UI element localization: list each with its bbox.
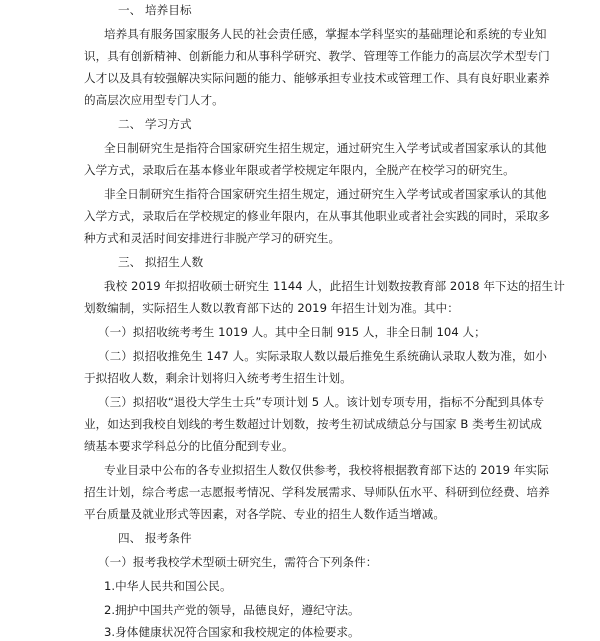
paragraph-line: 招生计划，综合考虑一志愿报考情况、学科发展需求、导师队伍水平、科研到位经费、培养: [84, 485, 550, 499]
list-item-line: （一）拟招收统考考生 1019 人。其中全日制 915 人，非全日制 104 人；: [98, 325, 486, 339]
paragraph-line: 种方式和灵活时间安排进行非脱产学习的研究生。: [84, 231, 341, 245]
paragraph-line: 划数编制，实际招生人数以教育部下达的 2019 年招生计划为准。其中：: [84, 301, 459, 315]
paragraph-line: 全日制研究生是指符合国家研究生招生规定，通过研究生入学考试或者国家承认的其他: [104, 141, 547, 155]
list-item-line: 绩基本要求学科总分的比值分配到专业。: [84, 439, 294, 453]
list-item-line: （三）拟招收“退役大学生士兵”专项计划 5 人。该计划专项专用，指标不分配到具体专: [98, 395, 545, 409]
condition-line: 3.身体健康状况符合国家和我校规定的体检要求。: [104, 625, 360, 639]
paragraph-line: 识，具有创新精神、创新能力和从事科学研究、教学、管理等工作能力的高层次学术型专门: [84, 49, 550, 63]
section-heading-requirements: 四、 报考条件: [118, 531, 192, 545]
section-heading-goals: 一、 培养目标: [118, 3, 192, 17]
section-heading-study-mode: 二、 学习方式: [118, 117, 192, 131]
paragraph-line: 我校 2019 年拟招收硕士研究生 1144 人，此招生计划数按教育部 2018 年下达的招生计: [104, 279, 565, 293]
list-item-line: 业，如达到我校自划线的考生数超过计划数，按考生初试成绩总分与国家 B 类考生初试成: [84, 417, 542, 431]
paragraph-line: 培养具有服务国家服务人民的社会责任感，掌握本学科坚实的基础理论和系统的专业知: [104, 27, 547, 41]
paragraph-line: 入学方式，录取后在学校规定的修业年限内，在从事其他职业或者社会实践的同时，采取多: [84, 209, 550, 223]
paragraph-line: 专业目录中公布的各专业拟招生人数仅供参考，我校将根据教育部下达的 2019 年实际: [104, 463, 549, 477]
paragraph-line: 人才以及具有较强解决实际问题的能力、能够承担专业技术或管理工作、具有良好职业素养: [84, 71, 550, 85]
paragraph-line: 非全日制研究生指符合国家研究生招生规定，通过研究生入学考试或者国家承认的其他: [104, 187, 547, 201]
paragraph-line: 的高层次应用型专门人才。: [84, 93, 224, 107]
paragraph-line: 入学方式，录取后在基本修业年限或者学校规定年限内，全脱产在校学习的研究生。: [84, 163, 515, 177]
condition-line: 2.拥护中国共产党的领导，品德良好，遵纪守法。: [104, 603, 360, 617]
condition-line: 1.中华人民共和国公民。: [104, 579, 232, 593]
section-heading-enrollment: 三、 拟招生人数: [118, 255, 204, 269]
list-item-line: 于拟招收人数，剩余计划将归入统考考生招生计划。: [84, 371, 352, 385]
list-item-line: （二）拟招收推免生 147 人。实际录取人数以最后推免生系统确认录取人数为准，如小: [98, 349, 547, 363]
list-item-line: （一）报考我校学术型硕士研究生，需符合下列条件：: [98, 555, 378, 569]
paragraph-line: 平台质量及就业形式等因素，对各学院、专业的招生人数作适当增减。: [84, 507, 445, 521]
